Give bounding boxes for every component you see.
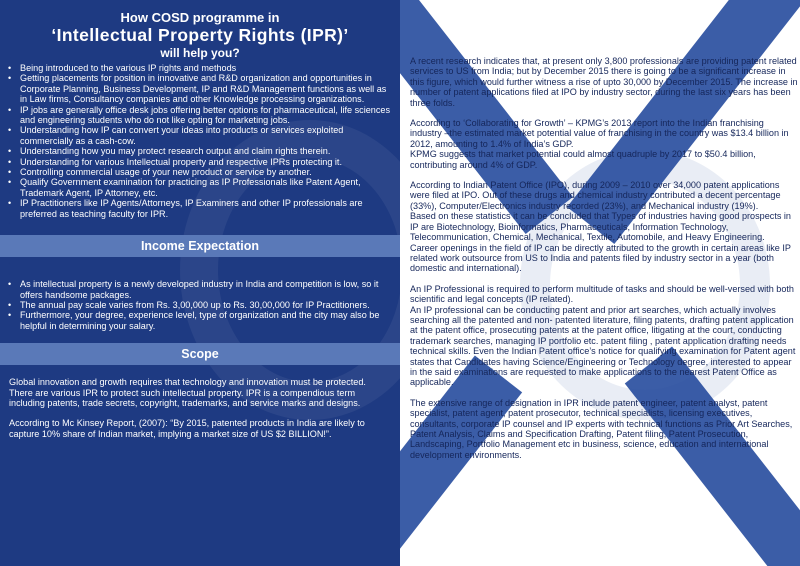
paragraph-career-openings: Career openings in the field of IP can be directly attributed to the growth in certain areas like IP related work outsource from US to India and patents filed by industry sector in a year (both domestic and international). — [410, 242, 791, 274]
list-item: • Getting placements for position in innovative and R&D organization and opportunities in Corporate Planning, Business Development, IP and R&D Management functions as well as in Law firms, Consultancy companies and other Knowledge processing organizations. — [8, 73, 394, 104]
paragraph-ip-tasks: An IP professional can be conducting patent and prior art searches, which actually involves searching all the patented and non- patented literature, filing patents, drafting patent application at the patent office, prosecuting patents at the patent office, litigating at the court, conducting trademark searches, managing IP portfolio etc. patent filing , patent application drafting needs technical skills. Even the Indian Patent office’s notice for qualifying examination for Patent agent states that Candidates having Science/Engineering or Technology degree, interested to appear in the said examinations are requested to make applications to the nearest Patent Office as applicable. — [410, 304, 796, 388]
income-list — [0, 279, 400, 331]
benefits-list — [0, 63, 400, 219]
list-item: • Qualify Government examination for practicing as IP Professionals like Patent Agent, Trademark Agent, IP Attorney, etc. — [8, 177, 394, 198]
income-expectation-heading: Income Expectation — [0, 235, 400, 257]
list-item: • Understanding how IP can convert your ideas into products or services exploited commercially as a cash-cow. — [8, 125, 394, 146]
scope-paragraph-2: According to Mc Kinsey Report, (2007): “By 2015, patented products in India are likely to capture 10% share of Indian market, implying a market size of US $2 BILLION!”. — [9, 418, 365, 439]
right-text-column — [410, 56, 798, 470]
paragraph-ip-professional: An IP Professional is required to perform multitude of tasks and should be well-versed with both scientific and legal concepts (IP related). — [410, 283, 794, 305]
list-item: • IP jobs are generally office desk jobs offering better options for pharmaceutical, life sciences and engineering students who do not like opting for marketing jobs. — [8, 105, 394, 126]
paragraph-industries: Based on these statistics it can be concluded that Types of industries having good prospects in IP are Biotechnology, Bioinformatics, Pharmaceuticals, Information Technology, Telecommunication, Chemical, Mechanical, Textile, Automobile, and Heavy Engineering. — [410, 211, 791, 243]
scope-paragraph-1: Global innovation and growth requires that technology and innovation must be protected. There are various IPR to protect such intellectual property. IPR is a compendious term including patents, trade secrets, copyright, trademarks, and service marks and designs. — [9, 377, 366, 408]
scope-text — [0, 377, 400, 439]
right-panel — [400, 0, 800, 566]
scope-heading: Scope — [0, 343, 400, 365]
list-item: • As intellectual property is a newly developed industry in India and competition is low, so it offers handsome packages. — [8, 279, 394, 300]
list-item: • Being introduced to the various IP rights and methods — [8, 63, 394, 73]
paragraph-kpmg-forecast: KPMG suggests that market potential could almost quadruple by 2017 to $50.4 billion, contributing around 4% of GDP. — [410, 149, 756, 170]
paragraph-designations: The extensive range of designation in IPR include patent engineer, patent analyst, patent specialist, patent agent, patent prosecutor, technical specialists, licensing executives, consultants, corporate IP counsel and IP experts with technical functions as Prior Art Searches, Patent Analysis, Claims and Specification Drafting, Patent filing, Patent Prosecution, Landscaping, Portfolio Management etc in business, science, education and international development environments. — [410, 397, 793, 460]
list-item: • IP Practitioners like IP Agents/Attorneys, IP Examiners and other IP professionals are preferred as teaching faculty for IPR. — [8, 198, 394, 219]
list-item: • The annual pay scale varies from Rs. 3,00,000 up to Rs. 30,00,000 for IP Practitioners. — [8, 300, 394, 310]
page-title — [0, 0, 400, 60]
title-line-3: will help you? — [160, 46, 240, 60]
paragraph-research: A recent research indicates that, at present only 3,800 professionals are providing patent related services to US from India; but by December 2015 there is going to be a significant increase in this figure, which would further witness a rise of upto 30,000 by December 2015. The increase in number of patent applications filed at IPO by industry sector, during the last six years has been three folds. — [410, 56, 798, 108]
paragraph-kpmg: According to ‘Collaborating for Growth’ – KPMG’s 2013 report into the Indian franchising industry –the estimated market potential value of franchising in the country was $13.4 billion in 2012, amounting to 1.4% of India’s GDP. — [410, 118, 789, 149]
paragraph-ipo-stats: According to Indian Patent Office (IPO), during 2009 – 2010 over 34,000 patent applications were filed at IPO. Out of these drugs and chemical industry contributed a decent percentage (33%), Computer/Electronics industry recorded (23%), and Mechanical industry (19%). — [410, 180, 781, 211]
title-line-1: How COSD programme in — [120, 10, 280, 25]
list-item: • Understanding how you may protect research output and claim rights therein. — [8, 146, 394, 156]
list-item: • Furthermore, your degree, experience level, type of organization and the city may also be helpful in determining your salary. — [8, 310, 394, 331]
list-item: • Controlling commercial usage of your new product or service by another. — [8, 167, 394, 177]
title-line-2: ‘Intellectual Property Rights (IPR)’ — [51, 25, 349, 45]
list-item: • Understanding for various Intellectual property and respective IPRs protecting it. — [8, 157, 394, 167]
